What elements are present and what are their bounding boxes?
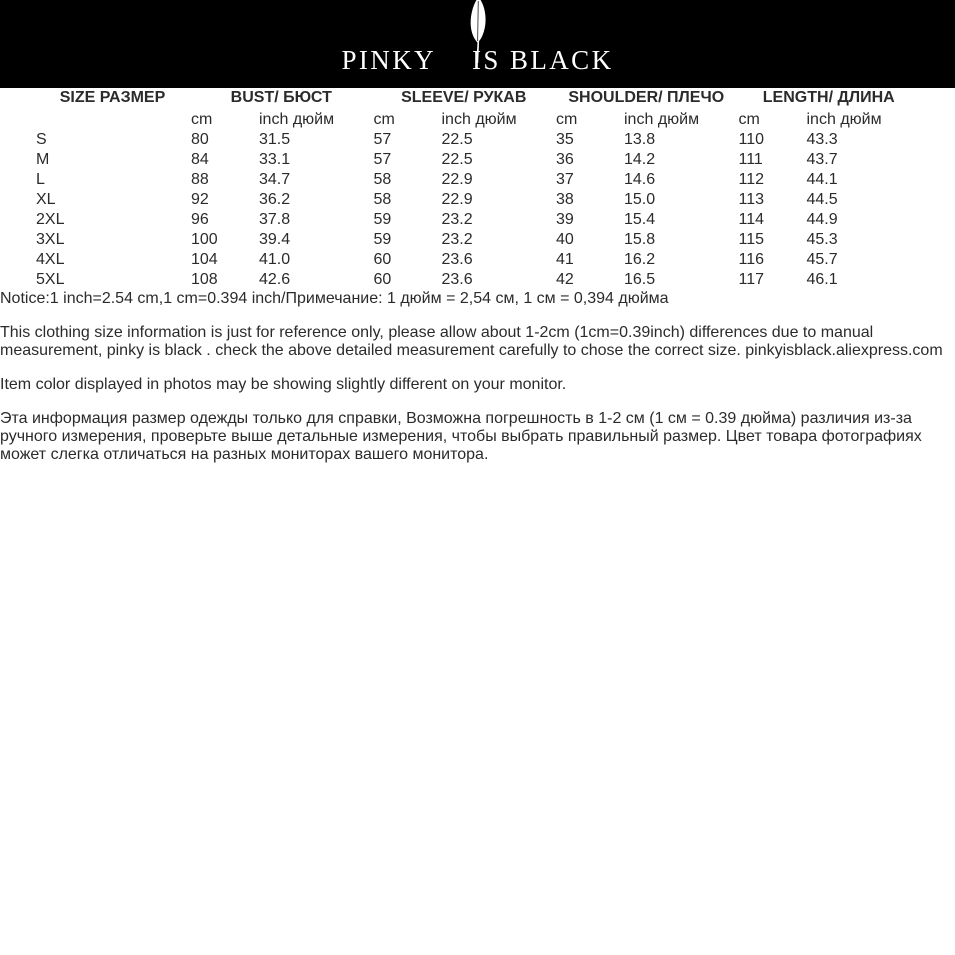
column-header-size-ru: РАЗМЕР — [99, 89, 166, 106]
cell-length-cm: 112 — [738, 171, 765, 188]
cell-length-inch: 43.3 — [806, 131, 838, 148]
cell-length-inch: 45.7 — [806, 251, 838, 268]
cell-sleeve-inch: 22.9 — [441, 191, 473, 208]
column-header-bust-en: BUST — [230, 89, 275, 106]
units-length-inch — [806, 110, 921, 130]
cell-bust-cm: 84 — [191, 151, 209, 168]
cell-sleeve-cm: 60 — [373, 251, 392, 268]
units-row — [35, 110, 920, 130]
table-row — [35, 150, 920, 170]
column-header-length-en: LENGTH — [762, 89, 829, 106]
brand-logo — [0, 31, 955, 75]
brand-header-band — [0, 0, 955, 88]
cell-sleeve-inch: 23.2 — [441, 211, 473, 228]
conversion-notice — [0, 290, 955, 308]
cell-bust-inch: 33.1 — [259, 151, 291, 168]
cell-length-cm: 114 — [738, 211, 765, 228]
column-header-size-en: SIZE — [59, 89, 96, 106]
cell-shoulder-cm: 39 — [556, 211, 574, 228]
units-length-inch-en: inch — [806, 111, 836, 128]
units-sleeve-inch-en: inch — [441, 111, 471, 128]
size-table-zone — [0, 88, 955, 290]
units-shoulder-inch-en: inch — [624, 111, 654, 128]
cell-bust-cm: 104 — [191, 251, 218, 268]
cell-sleeve-inch: 22.9 — [441, 171, 473, 188]
column-header-sleeve — [373, 88, 556, 108]
cell-shoulder-cm: 42 — [556, 271, 574, 288]
column-header-size — [35, 88, 190, 108]
cell-bust-cm: 96 — [191, 211, 209, 228]
cell-sleeve-cm: 58 — [373, 191, 392, 208]
cell-bust-inch: 36.2 — [259, 191, 291, 208]
cell-shoulder-cm: 40 — [556, 231, 574, 248]
cell-length-inch: 44.9 — [806, 211, 838, 228]
cell-shoulder-inch: 16.5 — [624, 271, 656, 288]
table-row — [35, 130, 920, 150]
units-length-cm: cm — [738, 111, 760, 128]
cell-size: M — [36, 151, 50, 168]
units-bust-inch-ru: дюйм — [292, 111, 335, 128]
conversion-notice-ru: Примечание: 1 дюйм = 2,54 см, 1 см = 0,394 дюйма — [285, 290, 669, 307]
table-row — [35, 250, 920, 270]
units-bust-cm: cm — [191, 111, 213, 128]
cell-shoulder-inch: 14.2 — [624, 151, 656, 168]
cell-size: 4XL — [36, 251, 65, 268]
column-header-bust — [190, 88, 373, 108]
cell-sleeve-cm: 57 — [373, 151, 392, 168]
column-header-shoulder-en: SHOULDER — [568, 89, 659, 106]
brand-name-right: IS BLACK — [472, 44, 614, 75]
cell-bust-inch: 34.7 — [259, 171, 291, 188]
cell-length-cm: 111 — [738, 151, 763, 168]
cell-bust-cm: 100 — [191, 231, 218, 248]
table-row — [35, 190, 920, 210]
table-row — [35, 170, 920, 190]
cell-size: L — [36, 171, 45, 188]
notes-zone — [0, 324, 955, 464]
cell-bust-inch: 37.8 — [259, 211, 291, 228]
cell-bust-inch: 39.4 — [259, 231, 291, 248]
column-header-sleeve-slash: / — [464, 89, 469, 106]
cell-shoulder-inch: 14.6 — [624, 171, 656, 188]
note-russian-main — [0, 410, 955, 464]
note-russian-text: Эта информация размер одежды только для справки, Возможна погрешность в 1-2 см (1 см = 0.39 дюйма) различия из-за ручного измерения, проверьте выше детальные измерения, чтобы выбрать правильный размер. Цвет товара фотографиях может слегка отличаться на разных мониторах вашего монитора. — [0, 410, 922, 463]
cell-size: 5XL — [36, 271, 65, 288]
units-shoulder-inch — [623, 110, 738, 130]
note-english-extra: Item color displayed in photos may be showing slightly different on your monitor. — [0, 376, 567, 393]
cell-sleeve-cm: 57 — [373, 131, 392, 148]
note-english-text: This clothing size information is just for reference only, please allow about 1-2cm (1cm=0.39inch) differences due to manual measurement, pinky is black . check the above detailed measurement carefully to chose the correct size. pinkyisblack.aliexpress.com — [0, 324, 943, 359]
cell-length-inch: 44.1 — [806, 171, 838, 188]
cell-bust-cm: 92 — [191, 191, 209, 208]
cell-length-cm: 113 — [738, 191, 765, 208]
cell-length-inch: 44.5 — [806, 191, 838, 208]
cell-sleeve-cm: 58 — [373, 171, 392, 188]
cell-sleeve-inch: 23.6 — [441, 271, 473, 288]
column-header-sleeve-ru: РУКАВ — [473, 89, 527, 106]
cell-shoulder-inch: 15.8 — [624, 231, 656, 248]
cell-shoulder-inch: 16.2 — [624, 251, 656, 268]
column-header-shoulder-slash: / — [658, 89, 663, 106]
cell-sleeve-inch: 22.5 — [441, 151, 473, 168]
cell-bust-cm: 80 — [191, 131, 209, 148]
note-russian — [0, 410, 955, 464]
column-header-sleeve-en: SLEEVE — [401, 89, 465, 106]
cell-bust-inch: 42.6 — [259, 271, 291, 288]
cell-shoulder-cm: 36 — [556, 151, 574, 168]
units-length-inch-ru: дюйм — [840, 111, 882, 128]
cell-size: 3XL — [36, 231, 65, 248]
units-bust-inch-en: inch — [259, 111, 289, 128]
units-sleeve-inch-ru: дюйм — [475, 111, 517, 128]
column-header-shoulder — [555, 88, 738, 108]
brand-name-left: PINKY — [341, 44, 437, 75]
cell-sleeve-cm: 59 — [373, 211, 392, 228]
conversion-notice-en: Notice:1 inch=2.54 cm,1 cm=0.394 inch — [0, 290, 282, 307]
units-size-spacer — [35, 110, 190, 130]
cell-length-cm: 115 — [738, 231, 765, 248]
units-sleeve-cm: cm — [373, 111, 395, 128]
cell-shoulder-inch: 15.4 — [624, 211, 656, 228]
cell-sleeve-cm: 60 — [373, 271, 392, 288]
cell-size: 2XL — [36, 211, 65, 228]
units-shoulder-cm: cm — [556, 111, 578, 128]
size-table — [35, 88, 920, 290]
table-header-row — [35, 88, 920, 108]
units-bust-inch — [258, 110, 373, 130]
cell-length-cm: 116 — [738, 251, 765, 268]
cell-sleeve-inch: 23.6 — [441, 251, 473, 268]
cell-shoulder-cm: 35 — [556, 131, 574, 148]
cell-shoulder-cm: 38 — [556, 191, 574, 208]
cell-sleeve-inch: 22.5 — [441, 131, 473, 148]
cell-sleeve-inch: 23.2 — [441, 231, 473, 248]
column-header-bust-slash: / — [274, 89, 279, 106]
table-row — [35, 230, 920, 250]
cell-bust-cm: 88 — [191, 171, 209, 188]
cell-bust-inch: 41.0 — [259, 251, 291, 268]
conversion-notice-separator: / — [281, 290, 286, 307]
size-table-body — [35, 130, 920, 290]
cell-sleeve-cm: 59 — [373, 231, 392, 248]
table-row — [35, 210, 920, 230]
note-english — [0, 324, 955, 394]
cell-shoulder-cm: 37 — [556, 171, 574, 188]
cell-shoulder-inch: 15.0 — [624, 191, 656, 208]
cell-length-cm: 117 — [738, 271, 765, 288]
units-shoulder-inch-ru: дюйм — [657, 111, 700, 128]
column-header-length-slash: / — [828, 89, 834, 106]
table-row — [35, 270, 920, 290]
column-header-shoulder-ru: ПЛЕЧО — [667, 89, 725, 106]
cell-size: XL — [36, 191, 56, 208]
column-header-length-ru: ДЛИНА — [837, 89, 895, 106]
cell-length-inch: 43.7 — [806, 151, 838, 168]
cell-size: S — [36, 131, 47, 148]
cell-bust-cm: 108 — [191, 271, 218, 288]
units-sleeve-inch — [441, 110, 556, 130]
cell-length-inch: 46.1 — [806, 271, 838, 288]
cell-length-cm: 110 — [738, 131, 765, 148]
note-english-main — [0, 324, 955, 360]
column-header-length — [738, 88, 921, 108]
cell-shoulder-inch: 13.8 — [624, 131, 656, 148]
cell-length-inch: 45.3 — [806, 231, 838, 248]
cell-bust-inch: 31.5 — [259, 131, 291, 148]
column-header-bust-ru: БЮСТ — [283, 89, 332, 106]
cell-shoulder-cm: 41 — [556, 251, 574, 268]
